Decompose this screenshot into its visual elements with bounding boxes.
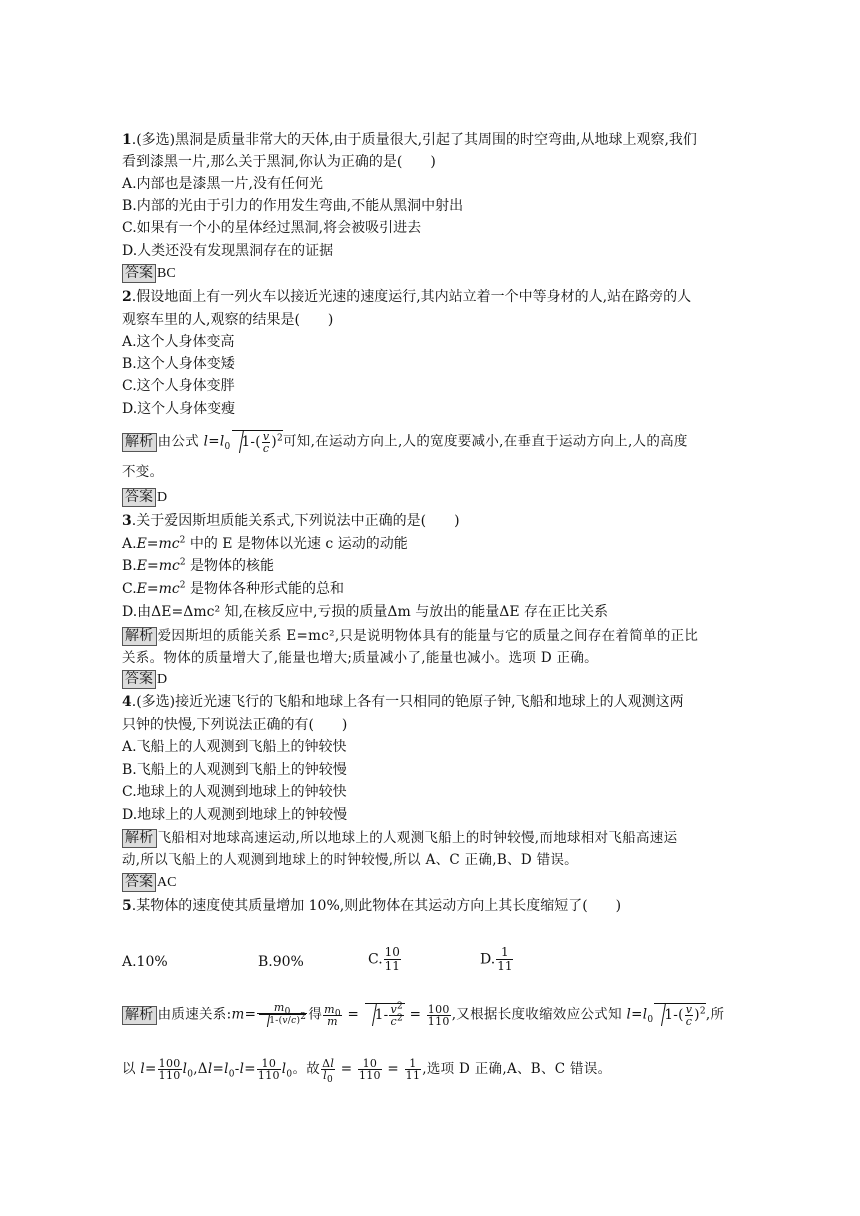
q1-stem-line2: 看到漆黑一片,那么关于黑洞,你认为正确的是( ) [122,154,436,170]
q5-explanation-line1: 解析 由质速关系:m= $\frac{m_0}{1-(v/c)^2}$ 得 $\frac{m_0}{m}$ = 1- $\frac{v^2}{c^2}$ = $\frac{100}{110}$ ,又根据长度收缩效应公式知 $l=l_0$ 1-( $\frac{v}{c}$ )$^2$,所 [122,1002,724,1028]
q4-option-b: B.飞船上的人观测到飞船上的钟较慢 [122,762,347,778]
sqrt-formula: 1-( $\frac{v}{c}$ )$^2$ [232,430,283,454]
answer-tag: 答案 [122,670,156,689]
explanation-tag: 解析 [122,627,157,646]
q3-explanation-line1: 解析 爱因斯坦的质能关系 E=mc²,只是说明物体具有的能量与它的质量之间存在着简单的正比 [122,626,698,646]
q4-option-c: C.地球上的人观测到地球上的钟较快 [122,784,347,800]
q2-answer: 答案 D [122,488,167,508]
q4-stem-line1: 4.(多选)接近光速飞行的飞船和地球上各有一只相同的铯原子钟,飞船和地球上的人观测这两 [122,694,684,710]
q1-option-d: D.人类还没有发现黑洞存在的证据 [122,243,334,259]
answer-tag: 答案 [122,488,156,507]
answer-tag: 答案 [122,873,156,892]
q1-stem-line1: 1.(多选)黑洞是质量非常大的天体,由于质量很大,引起了其周围的时空弯曲,从地球上观察,我们 [122,132,697,148]
q5-option-d: D. $\frac{1}{11}$ [480,945,513,973]
explanation-tag: 解析 [122,433,157,452]
q4-option-d: D.地球上的人观测到地球上的钟较慢 [122,807,348,823]
q5-explanation-line2: 以 l= $\frac{100}{110}$ $l_0,\Delta l=l_0-l=$ $\frac{10}{110}$ $l_0$。故 $\frac{\Delta l}{l_0}$ = $\frac{10}{110}$ = $\frac{1}{11}$ ,选项 D 正确,A、B、C 错误。 [122,1057,612,1086]
q4-explanation-line1: 解析 飞船相对地球高速运动,所以地球上的人观测飞船上的时钟较慢,而地球相对飞船高速运 [122,828,677,848]
q4-option-a: A.飞船上的人观测到飞船上的钟较快 [122,739,347,755]
q2-option-d: D.这个人身体变瘦 [122,401,236,417]
q5-option-b: B.90% [258,954,304,970]
q4-stem-line2: 只钟的快慢,下列说法正确的有( ) [122,717,348,733]
q2-stem-line1: 2.假设地面上有一列火车以接近光速的速度运行,其内站立着一个中等身材的人,站在路旁的人 [122,289,692,305]
q3-option-a: $A.E=mc^2$ 中的 E 是物体以光速 c 运动的动能 [122,535,408,552]
answer-tag: 答案 [122,264,156,283]
q2-stem-line2: 观察车里的人,观察的结果是( ) [122,312,334,328]
q2-option-c: C.这个人身体变胖 [122,378,235,394]
q3-option-b: $B.E=mc^2$ 是物体的核能 [122,557,275,574]
explanation-tag: 解析 [122,1006,157,1025]
q3-explanation-line2: 关系。物体的质量增大了,能量也增大;质量减小了,能量也减小。选项 D 正确。 [122,650,598,666]
q1-option-c: C.如果有一个小的星体经过黑洞,将会被吸引进去 [122,220,422,236]
q2-explanation-line1: 解析 由公式 $l=l_0$ 1-( $\frac{v}{c}$ )$^2$可知,在运动方向上,人的宽度要减小,在垂直于运动方向上,人的高度 [122,430,688,454]
q3-stem: 3.关于爱因斯坦质能关系式,下列说法中正确的是( ) [122,513,460,529]
q5-stem: 5.某物体的速度使其质量增加 10%,则此物体在其运动方向上其长度缩短了( ) [122,898,622,914]
q4-explanation-line2: 动,所以飞船上的人观测到地球上的时钟较慢,所以 A、C 正确,B、D 错误。 [122,852,578,868]
q2-option-b: B.这个人身体变矮 [122,356,235,372]
q3-answer: 答案 D [122,670,167,690]
q4-answer: 答案 AC [122,873,176,893]
q3-option-c: $C.E=mc^2$ 是物体各种形式能的总和 [122,580,344,597]
q1-option-a: A.内部也是漆黑一片,没有任何光 [122,176,324,192]
explanation-tag: 解析 [122,829,157,848]
q2-option-a: A.这个人身体变高 [122,334,235,350]
q1-option-b: B.内部的光由于引力的作用发生弯曲,不能从黑洞中射出 [122,198,464,214]
q5-option-a: A.10% [122,954,168,970]
q2-explanation-line2: 不变。 [122,464,164,480]
q3-option-d: D.由ΔE=Δmc² 知,在核反应中,亏损的质量Δm 与放出的能量ΔE 存在正比关系 [122,604,609,620]
q5-option-c: C. $\frac{10}{11}$ [368,945,400,973]
q1-answer: 答案 BC [122,264,176,284]
